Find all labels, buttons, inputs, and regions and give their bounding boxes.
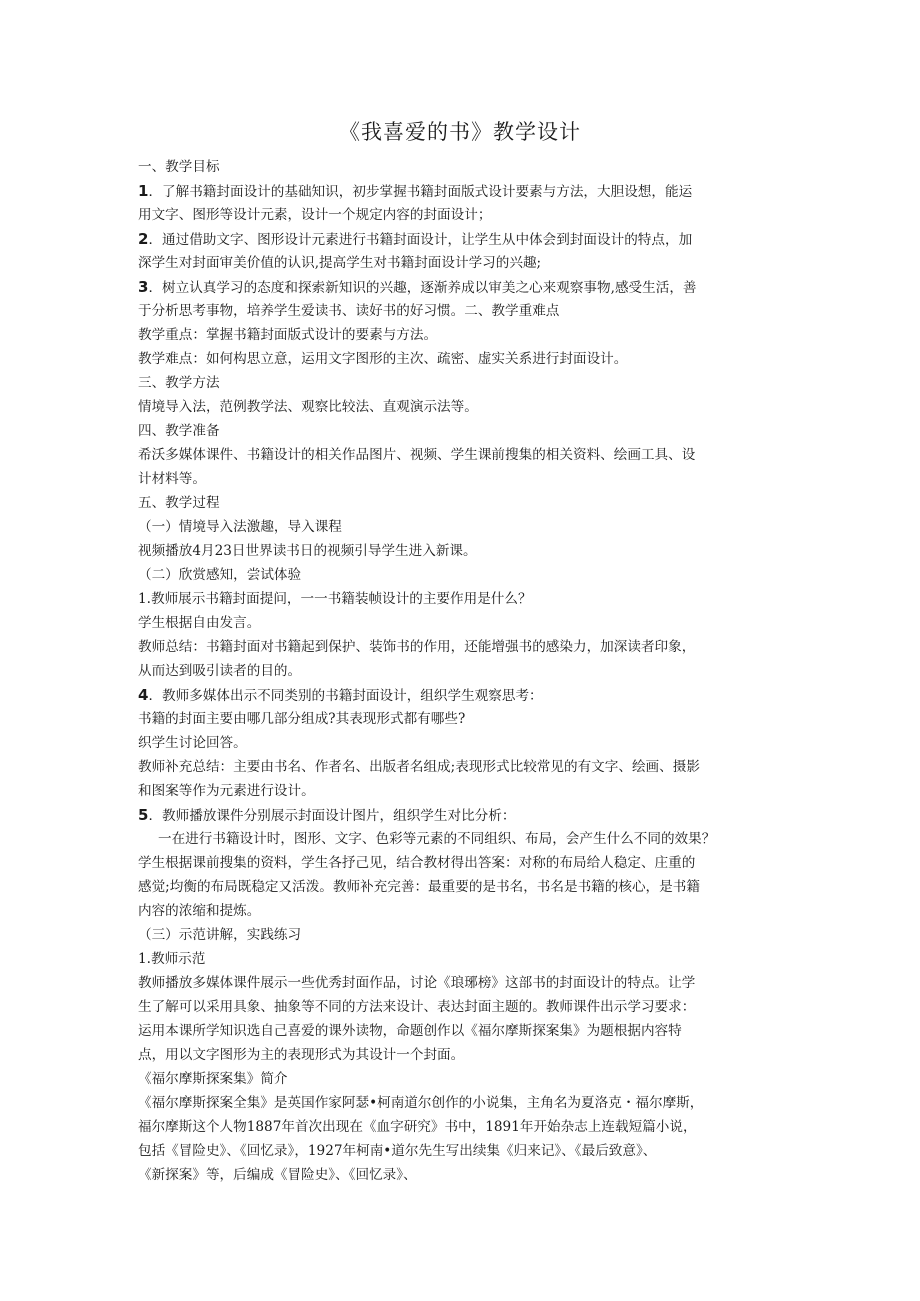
line-text: ．了解书籍封面设计的基础知识，初步掌握书籍封面版式设计要素与方法，大胆设想，能运 <box>148 184 693 200</box>
line-text: 1.教师展示书籍封面提问，一一书籍装帧设计的主要作用是什么？ <box>138 591 532 607</box>
line-text: 四、教学准备 <box>138 423 220 439</box>
line-text: 计材料等。 <box>138 471 206 487</box>
line-text: 三、教学方法 <box>138 375 220 391</box>
text-line <box>138 637 695 657</box>
line-text: 教师补充总结：主要由书名、作者名、出版者名组成;表现形式比较常见的有文字、绘画、摄影 <box>138 759 700 775</box>
line-text: 书籍的封面主要由哪几部分组成?其表现形式都有哪些? <box>138 711 466 727</box>
line-text: 用文字、图形等设计元素，设计一个规定内容的封面设计； <box>138 207 492 223</box>
line-text: ．树立认真学习的态度和探索新知识的兴趣，逐渐养成以审美之心来观察事物,感受生活，善 <box>148 280 697 296</box>
text-line <box>138 997 695 1017</box>
text-line <box>138 565 301 585</box>
line-text: 和图案等作为元素进行设计。 <box>138 783 315 799</box>
text-line <box>138 949 205 969</box>
line-text: 1.教师示范 <box>138 951 206 967</box>
text-line <box>138 301 559 321</box>
line-text: 于分析思考事物，培养学生爱读书、读好书的好习惯。二、教学重难点 <box>138 303 560 319</box>
line-text: 感觉;均衡的布局既稳定又活泼。教师补充完善：最重要的是书名，书名是书籍的核心，是书籍 <box>138 879 700 895</box>
text-line <box>138 781 315 801</box>
text-line <box>138 1069 288 1089</box>
text-line <box>138 205 491 225</box>
line-text: 包括《冒险史》、《回忆录》，1927年柯南•道尔先生写出续集《归来记》、《最后致意》、 <box>138 1143 657 1159</box>
line-text: 深学生对封面审美价值的认识,提高学生对书籍封面设计学习的兴趣; <box>138 255 542 271</box>
text-line <box>138 757 700 777</box>
text-line <box>138 541 477 561</box>
list-number: 4 <box>138 686 149 704</box>
text-line <box>138 1021 682 1041</box>
text-line <box>138 277 697 298</box>
line-text: 教师播放多媒体课件展示一些优秀封面作品，讨论《琅琊榜》这部书的封面设计的特点。让学 <box>138 975 696 991</box>
line-text: 《新探案》等，后编成《冒险史》、《回忆录》、 <box>138 1167 417 1183</box>
text-line <box>158 829 715 849</box>
line-text: 内容的浓缩和提炼。 <box>138 903 261 919</box>
line-text: 视频播放4月23日世界读书日的视频引导学生进入新课。 <box>138 543 477 559</box>
text-line <box>138 685 543 706</box>
list-number: 2 <box>138 230 149 248</box>
section-heading <box>138 421 220 441</box>
text-line <box>138 973 695 993</box>
text-line <box>138 709 465 729</box>
line-text: 《福尔摩斯探案全集》是英国作家阿瑟•柯南道尔创作的小说集，主角名为夏洛克・福尔摩斯， <box>138 1095 704 1111</box>
line-text: 五、教学过程 <box>138 495 220 511</box>
document-title: 《我喜爱的书》教学设计 <box>339 120 581 144</box>
line-text: 一在进行书籍设计时，图形、文字、色彩等元素的不同组织、布局，会产生什么不同的效果？ <box>158 831 716 847</box>
text-line <box>138 157 220 177</box>
text-line <box>138 229 692 250</box>
line-text: 教学重点：掌握书籍封面版式设计的要素与方法。 <box>138 327 438 343</box>
text-line <box>138 1117 697 1137</box>
text-line <box>138 181 692 202</box>
text-line <box>138 1141 656 1161</box>
line-text: ．通过借助文字、图形设计元素进行书籍封面设计，让学生从中体会到封面设计的特点，加 <box>148 232 693 248</box>
line-text: 学生根据自由发言。 <box>138 615 261 631</box>
line-text: 福尔摩斯这个人物1887年首次出现在《血字研究》书中，1891年开始杂志上连载短篇小说， <box>138 1119 697 1135</box>
list-number: 1 <box>138 182 149 200</box>
line-text: 情境导入法，范例教学法、观察比较法、直观演示法等。 <box>138 399 478 415</box>
text-line <box>138 589 532 609</box>
text-line <box>138 877 700 897</box>
line-text: 点，用以文字图形为主的表现形式为其设计一个封面。 <box>138 1047 465 1063</box>
line-text: 教师总结：书籍封面对书籍起到保护、装饰书的作用，还能增强书的感染力，加深读者印象， <box>138 639 696 655</box>
line-text: （二）欣赏感知，尝试体验 <box>138 567 302 583</box>
list-number: 3 <box>138 278 149 296</box>
line-text: 希沃多媒体课件、书籍设计的相关作品图片、视频、学生课前搜集的相关资料、绘画工具、设 <box>138 447 696 463</box>
line-text: （三）示范讲解，实践练习 <box>138 927 302 943</box>
text-line <box>138 397 478 417</box>
text-line <box>138 445 695 465</box>
line-text: 生了解可以采用具象、抽象等不同的方法来设计、表达封面主题的。教师课件出示学习要求： <box>138 999 696 1015</box>
line-text: 一、教学目标 <box>138 159 220 175</box>
text-line <box>138 469 206 489</box>
list-number: 5 <box>138 806 149 824</box>
text-line <box>138 853 695 873</box>
text-line <box>138 613 260 633</box>
line-text: 织学生讨论回答。 <box>138 735 247 751</box>
text-line <box>138 1093 703 1113</box>
line-text: 学生根据课前搜集的资料，学生各抒己见，结合教材得出答案：对称的布局给人稳定、庄重的 <box>138 855 696 871</box>
text-line <box>138 517 342 537</box>
text-line <box>138 1165 417 1185</box>
line-text: （一）情境导入法激趣，导入课程 <box>138 519 342 535</box>
line-text: 教学难点：如何构思立意，运用文字图形的主次、疏密、虚实关系进行封面设计。 <box>138 351 628 367</box>
line-text: 运用本课所学知识选自己喜爱的课外读物，命题创作以《福尔摩斯探案集》为题根据内容特 <box>138 1023 682 1039</box>
text-line <box>138 1045 464 1065</box>
text-line <box>138 925 301 945</box>
text-line <box>138 253 541 273</box>
section-heading <box>138 493 220 513</box>
text-line <box>138 901 260 921</box>
text-line <box>138 661 301 681</box>
text-line <box>138 325 437 345</box>
section-heading <box>138 373 220 393</box>
line-text: ．教师多媒体出示不同类别的书籍封面设计，组织学生观察思考： <box>148 688 543 704</box>
line-text: 《福尔摩斯探案集》简介 <box>138 1071 288 1087</box>
text-line <box>138 733 247 753</box>
text-line <box>138 349 627 369</box>
line-text: 从而达到吸引读者的目的。 <box>138 663 302 679</box>
text-line <box>138 805 515 826</box>
line-text: ．教师播放课件分别展示封面设计图片，组织学生对比分析： <box>148 808 516 824</box>
